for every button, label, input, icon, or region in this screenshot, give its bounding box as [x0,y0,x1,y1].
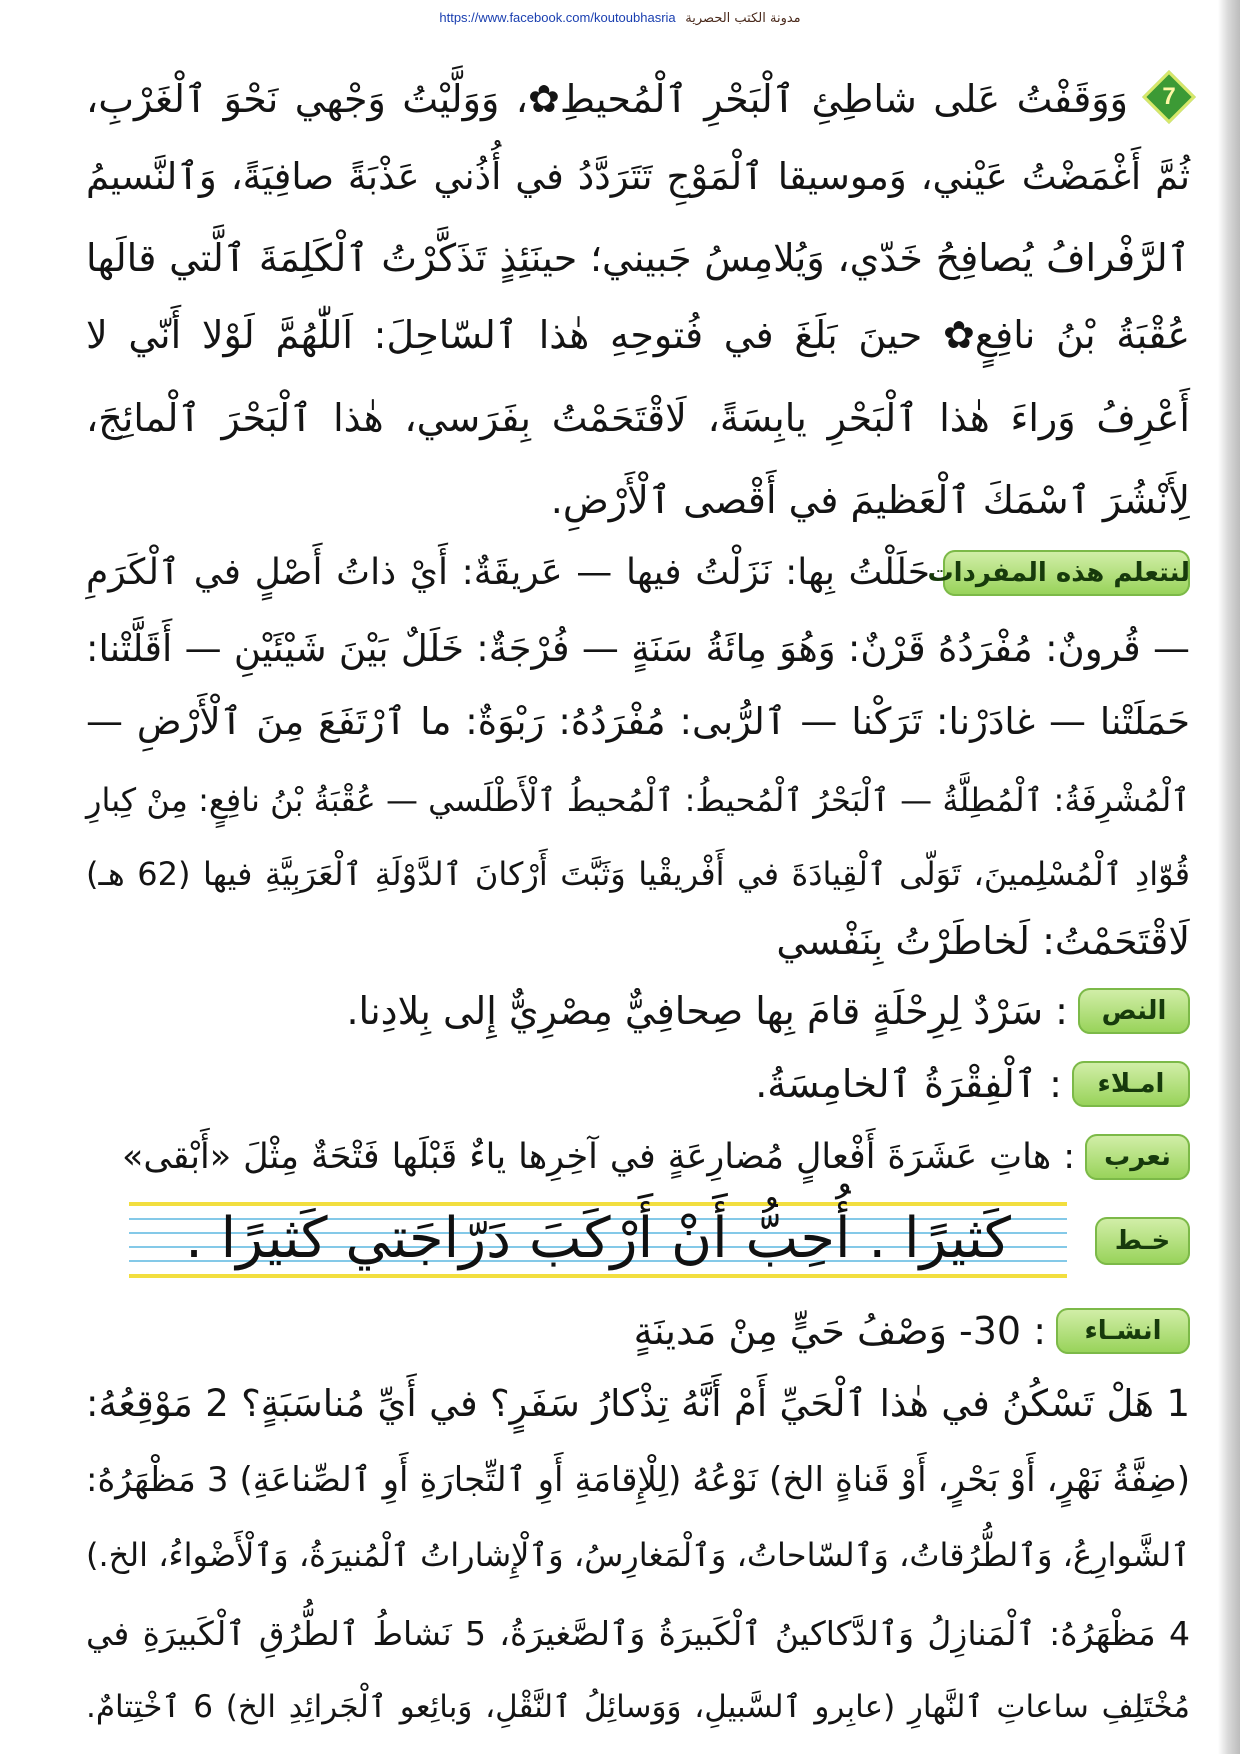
paragraph-line: عُقْبَةُ بْنُ نافِعٍ✿ حينَ بَلَغَ في فُتوحِهِ هٰذا ٱلسّاحِلَ: اَللّٰهُمَّ لَوْلا أَنّي لا [86,313,1190,357]
vocabulary-label: لنتعلم هذه المفردات [943,550,1190,596]
vocabulary-line: حَمَلَتْنا — غادَرْنا: تَرَكْنا — ٱلرُّبى: مُفْرَدُهُ: رَبْوَةٌ: ما ٱرْتَفَعَ مِنَ ٱلْأَرْضِ — [86,700,1190,743]
page-header [0,8,1240,28]
header-url: https://www.facebook.com/koutoubhasria [439,10,676,25]
paragraph-line: لِأَنْشُرَ ٱسْمَكَ ٱلْعَظيمَ في أَقْصى ٱلْأَرْضِ. [550,478,1190,522]
handwriting-sample: كَثيرًا . أُحِبُّ أَنْ أَرْكَبَ دَرّاجَتي كَثيرًا . [185,1206,1011,1271]
paragraph-number: 7 [1162,83,1176,110]
vocabulary-line: — قُرونٌ: مُفْرَدُهُ قَرْنٌ: وَهُوَ مِائَةُ سَنَةٍ — فُرْجَةٌ: خَلَلٌ بَيْنَ شَيْئَيْنِ — أَقَلَّتْنا: [86,627,1190,670]
text-section-content: : سَرْدٌ لِرِحْلَةٍ قامَ بِها صِحافِيٌّ مِصْرِيٌّ إِلى بِلادِنا. [346,989,1068,1033]
paragraph-line: وَوَقَفْتُ عَلى شاطِئِ ٱلْبَحْرِ ٱلْمُحيطِ✿، وَوَلَّيْتُ وَجْهي نَحْوَ ٱلْغَرْبِ، [86,77,1128,121]
vocabulary-line: ٱلْمُشْرِفَةُ: ٱلْمُطِلَّةُ — ٱلْبَحْرُ ٱلْمُحيطُ: ٱلْمُحيطُ ٱلْأَطْلَسي — عُقْبَةُ بْنُ نافِعٍ: مِنْ كِبارِ [86,781,1190,819]
parsing-label: نعرب [1085,1134,1190,1180]
parsing-content: : هاتِ عَشَرَةَ أَفْعالٍ مُضارِعَةٍ في آخِرِها ياءٌ قَبْلَها فَتْحَةٌ مِثْلَ «أَبْقى» [122,1137,1075,1177]
paragraph-line: ٱلرَّفْرافُ يُصافِحُ خَدّي، وَيُلامِسُ جَبيني؛ حينَئِذٍ تَذَكَّرْتُ ٱلْكَلِمَةَ ٱلَّتي قالَها [86,236,1190,280]
paragraph-line: ثُمَّ أَغْمَضْتُ عَيْني، وَموسيقا ٱلْمَوْجِ تَتَرَدَّدُ في أُذُني عَذْبَةً صافِيَةً، وَٱلنَّسيمُ [86,155,1190,198]
composition-item-line: 4 مَظْهَرُهُ: ٱلْمَنازِلُ وَٱلدَّكاكينُ ٱلْكَبيرَةُ وَٱلصَّغيرَةُ، 5 نَشاطُ ٱلطُّرُقِ ٱلْكَبيرَةِ في [86,1614,1190,1653]
dictation-label: امـلاء [1072,1061,1190,1107]
handwriting-lined-box [129,1196,1067,1286]
scan-page-edge [1218,0,1240,1754]
paragraph-number-badge [1150,78,1188,116]
composition-item-line: (ضِفَّةُ نَهْرٍ، أَوْ بَحْرٍ، أَوْ قَناةٍ الخ) نَوْعُهُ (لِلْإِقامَةِ أَوِ ٱلتِّجارَةِ أَوِ ٱلصِّناعَةِ) 3 مَظْهَرُهُ: [86,1460,1190,1500]
text-section-label: النص [1078,988,1190,1034]
header-source-label: مدونة الكتب الحصرية [685,11,801,26]
composition-item-line: ٱلشَّوارِعُ، وَٱلطُّرُقاتُ، وَٱلسّاحاتُ، وَٱلْمَغارِسُ، وَٱلْإِشاراتُ ٱلْمُنيرَةُ، وَٱلْأَضْواءُ، الخ.) [86,1536,1190,1574]
composition-label: انشـاء [1056,1308,1190,1354]
vocabulary-line: حَلَلْتُ بِها: نَزَلْتُ فيها — عَريقَةٌ: أَيْ ذاتُ أَصْلٍ في ٱلْكَرَمِ [86,552,930,593]
dictation-content: : ٱلْفِقْرَةُ ٱلخامِسَةُ. [755,1062,1062,1106]
composition-title: : 30- وَصْفُ حَيٍّ مِنْ مَدينَةٍ [633,1309,1046,1353]
vocabulary-line: لَاقْتَحَمْتُ: لَخاطَرْتُ بِنَفْسي [776,919,1190,963]
composition-item-line: 1 هَلْ تَسْكُنُ في هٰذا ٱلْحَيِّ أَمْ أَنَّهُ تِذْكارُ سَفَرٍ؟ في أَيِّ مُناسَبَةٍ؟ 2 مَوْقِعُهُ: [86,1382,1190,1425]
vocabulary-line: قُوّادِ ٱلْمُسْلِمينَ، تَوَلّى ٱلْقِيادَةَ في أَفْريقْيا وَثَبَّتَ أَرْكانَ ٱلدَّوْلَةِ ٱلْعَرَبِيَّةِ فيها (62 هـ) [85,855,1190,893]
paragraph-line: أَعْرِفُ وَراءَ هٰذا ٱلْبَحْرِ يابِسَةً، لَاقْتَحَمْتُ بِفَرَسي، هٰذا ٱلْبَحْرَ ٱلْمائِجَ، [86,396,1190,440]
composition-item-line: مُخْتَلِفِ ساعاتِ ٱلنَّهارِ (عابِرو ٱلسَّبيلِ، وَوَسائِلُ ٱلنَّقْلِ، وَبائِعو ٱلْجَرائِدِ الخ) 6 ٱخْتِتامٌ. [86,1689,1190,1725]
handwriting-label: خـط [1095,1217,1190,1265]
